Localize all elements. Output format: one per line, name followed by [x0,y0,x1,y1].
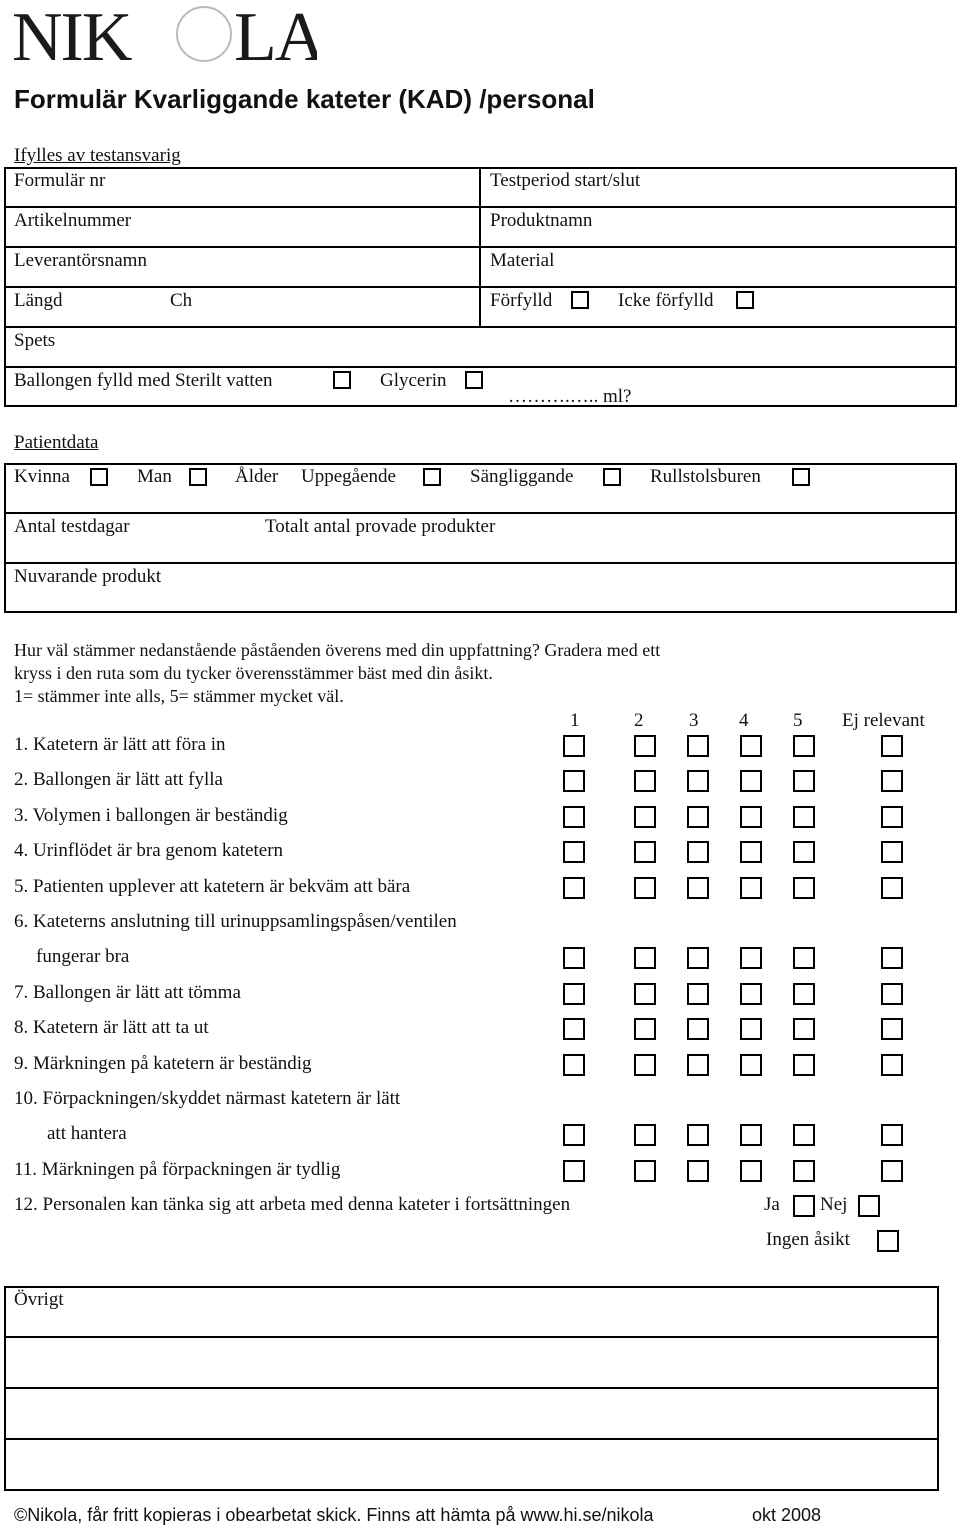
material-field[interactable]: Material [490,250,555,271]
nej-label: Nej [820,1194,848,1215]
forfylld-checkbox[interactable] [571,291,589,309]
glycerin-checkbox[interactable] [465,371,483,389]
question-11-rating-ej-relevant-checkbox[interactable] [881,1160,903,1182]
kvinna-label: Kvinna [14,466,70,487]
question-8-rating-ej-relevant-checkbox[interactable] [881,1018,903,1040]
question-8-rating-4-checkbox[interactable] [740,1018,762,1040]
logo-text-left: NIK [12,2,131,66]
scale-label-4: 4 [739,710,749,731]
footer-copyright: ©Nikola, får fritt kopieras i obearbetat skick. Finns att hämta på www.hi.se/nikola [14,1505,654,1525]
scale-label-3: 3 [689,710,699,731]
instruction-line: kryss i den ruta som du tycker överensstämmer bäst med din åsikt. [14,663,493,683]
question-6: 6. Kateterns anslutning till urinuppsamlingspåsen/ventilen [14,911,457,932]
question-6-rating-ej-relevant-checkbox[interactable] [881,947,903,969]
artikelnummer-field[interactable]: Artikelnummer [14,210,132,231]
ch-field[interactable]: Ch [170,290,193,311]
question-2-rating-ej-relevant-checkbox[interactable] [881,770,903,792]
question-1-rating-4-checkbox[interactable] [740,735,762,757]
question-4-rating-1-checkbox[interactable] [563,841,585,863]
question-6-rating-1-checkbox[interactable] [563,947,585,969]
question-5: 5. Patienten upplever att katetern är bekväm att bära [14,876,411,897]
question-2-rating-1-checkbox[interactable] [563,770,585,792]
ovrigt-line [4,1336,939,1338]
question-11: 11. Märkningen på förpackningen är tydlig [14,1159,341,1180]
question-8-rating-1-checkbox[interactable] [563,1018,585,1040]
instruction-line: 1= stämmer inte alls, 5= stämmer mycket väl. [14,686,344,706]
question-4-rating-5-checkbox[interactable] [793,841,815,863]
section1-heading: Ifylles av testansvarig [14,145,181,166]
question-1-rating-1-checkbox[interactable] [563,735,585,757]
scale-label-2: 2 [634,710,644,731]
row-divider [4,326,957,328]
question-1: 1. Katetern är lätt att föra in [14,734,226,755]
icke-forfylld-checkbox[interactable] [736,291,754,309]
question-1-rating-ej-relevant-checkbox[interactable] [881,735,903,757]
sterilt-vatten-checkbox[interactable] [333,371,351,389]
row-divider [4,366,957,368]
question-10-rating-ej-relevant-checkbox[interactable] [881,1124,903,1146]
question-6-continuation: fungerar bra [36,946,130,967]
question-4-rating-3-checkbox[interactable] [687,841,709,863]
question-10-rating-2-checkbox[interactable] [634,1124,656,1146]
column-divider [479,167,481,326]
question-5-rating-ej-relevant-checkbox[interactable] [881,877,903,899]
question-3-rating-2-checkbox[interactable] [634,806,656,828]
question-3-rating-1-checkbox[interactable] [563,806,585,828]
logo [12,2,317,66]
section2-heading: Patientdata [14,432,99,453]
question-10-continuation: att hantera [47,1123,127,1144]
question-3-rating-3-checkbox[interactable] [687,806,709,828]
question-5-rating-4-checkbox[interactable] [740,877,762,899]
spets-field[interactable]: Spets [14,330,56,351]
nuvarande-produkt-field[interactable]: Nuvarande produkt [14,566,162,587]
instructions [14,639,660,708]
question-3-rating-4-checkbox[interactable] [740,806,762,828]
glycerin-label: Glycerin [380,370,447,391]
question-11-rating-1-checkbox[interactable] [563,1160,585,1182]
scale-label-ej-relevant: Ej relevant [842,710,925,731]
question-2: 2. Ballongen är lätt att fylla [14,769,223,790]
rullstolsburen-checkbox[interactable] [792,468,810,486]
question-2-rating-5-checkbox[interactable] [793,770,815,792]
question-7-rating-ej-relevant-checkbox[interactable] [881,983,903,1005]
footer-date: okt 2008 [752,1505,822,1525]
question-3: 3. Volymen i ballongen är beständig [14,805,288,826]
question-9-rating-2-checkbox[interactable] [634,1054,656,1076]
question-11-rating-2-checkbox[interactable] [634,1160,656,1182]
ingen-asikt-checkbox[interactable] [877,1230,899,1252]
question-7-rating-2-checkbox[interactable] [634,983,656,1005]
question-1-rating-3-checkbox[interactable] [687,735,709,757]
question-10-rating-3-checkbox[interactable] [687,1124,709,1146]
rullstolsburen-label: Rullstolsburen [650,466,761,487]
question-4-rating-4-checkbox[interactable] [740,841,762,863]
question-9-rating-1-checkbox[interactable] [563,1054,585,1076]
ml-field[interactable]: ……….….. ml? [508,386,632,407]
question-7-rating-5-checkbox[interactable] [793,983,815,1005]
question-9: 9. Märkningen på katetern är beständig [14,1053,312,1074]
question-10-rating-4-checkbox[interactable] [740,1124,762,1146]
instruction-line: Hur väl stämmer nedanstående påståenden överens med din uppfattning? Gradera med ett [14,640,661,660]
sangliggande-checkbox[interactable] [603,468,621,486]
logo-o-icon [177,7,231,61]
antal-testdagar-field[interactable]: Antal testdagar [14,516,130,537]
uppegaende-checkbox[interactable] [423,468,441,486]
question-4-rating-2-checkbox[interactable] [634,841,656,863]
formular-nr-field[interactable]: Formulär nr [14,170,106,191]
question-4: 4. Urinflödet är bra genom katetern [14,840,284,861]
question-6-rating-3-checkbox[interactable] [687,947,709,969]
man-checkbox[interactable] [189,468,207,486]
alder-field[interactable]: Ålder [235,466,279,487]
man-label: Man [137,466,172,487]
question-2-rating-3-checkbox[interactable] [687,770,709,792]
question-8-rating-2-checkbox[interactable] [634,1018,656,1040]
question-5-rating-3-checkbox[interactable] [687,877,709,899]
sangliggande-label: Sängliggande [470,466,574,487]
question-9-rating-4-checkbox[interactable] [740,1054,762,1076]
question-3-rating-5-checkbox[interactable] [793,806,815,828]
question-10: 10. Förpackningen/skyddet närmast katetern är lätt [14,1088,401,1109]
question-5-rating-5-checkbox[interactable] [793,877,815,899]
question-6-rating-2-checkbox[interactable] [634,947,656,969]
question-4-rating-ej-relevant-checkbox[interactable] [881,841,903,863]
scale-label-5: 5 [793,710,803,731]
question-7: 7. Ballongen är lätt att tömma [14,982,241,1003]
nej-checkbox[interactable] [858,1195,880,1217]
question-9-rating-5-checkbox[interactable] [793,1054,815,1076]
question-8-rating-3-checkbox[interactable] [687,1018,709,1040]
question-7-rating-3-checkbox[interactable] [687,983,709,1005]
question-3-rating-ej-relevant-checkbox[interactable] [881,806,903,828]
question-1-rating-5-checkbox[interactable] [793,735,815,757]
scale-label-1: 1 [570,710,580,731]
forfylld-label: Förfylld [490,290,553,311]
uppegaende-label: Uppegående [301,466,396,487]
question-2-rating-4-checkbox[interactable] [740,770,762,792]
ovrigt-label: Övrigt [14,1289,64,1310]
question-7-rating-4-checkbox[interactable] [740,983,762,1005]
row-divider [4,562,957,564]
icke-forfylld-label: Icke förfylld [618,290,714,311]
ja-label: Ja [764,1194,780,1215]
testperiod-field[interactable]: Testperiod start/slut [490,170,641,191]
ovrigt-line [4,1438,939,1440]
leverantorsnamn-field[interactable]: Leverantörsnamn [14,250,147,271]
ja-checkbox[interactable] [793,1195,815,1217]
question-7-rating-1-checkbox[interactable] [563,983,585,1005]
question-9-rating-3-checkbox[interactable] [687,1054,709,1076]
question-2-rating-2-checkbox[interactable] [634,770,656,792]
question-11-rating-3-checkbox[interactable] [687,1160,709,1182]
question-5-rating-1-checkbox[interactable] [563,877,585,899]
question-5-rating-2-checkbox[interactable] [634,877,656,899]
question-9-rating-ej-relevant-checkbox[interactable] [881,1054,903,1076]
ballongen-label: Ballongen fylld med Sterilt vatten [14,370,273,391]
produktnamn-field[interactable]: Produktnamn [490,210,593,231]
question-6-rating-5-checkbox[interactable] [793,947,815,969]
question-10-rating-1-checkbox[interactable] [563,1124,585,1146]
question-8-rating-5-checkbox[interactable] [793,1018,815,1040]
totalt-antal-field[interactable]: Totalt antal provade produkter [265,516,496,537]
row-divider [4,512,957,514]
question-11-rating-4-checkbox[interactable] [740,1160,762,1182]
kvinna-checkbox[interactable] [90,468,108,486]
langd-field[interactable]: Längd [14,290,63,311]
ovrigt-line [4,1387,939,1389]
logo-text-right: LA [234,2,317,66]
question-1-rating-2-checkbox[interactable] [634,735,656,757]
question-6-rating-4-checkbox[interactable] [740,947,762,969]
page-title: Formulär Kvarliggande kateter (KAD) /personal [14,84,595,114]
question-10-rating-5-checkbox[interactable] [793,1124,815,1146]
question-12: 12. Personalen kan tänka sig att arbeta med denna kateter i fortsättningen [14,1194,571,1215]
question-11-rating-5-checkbox[interactable] [793,1160,815,1182]
ingen-asikt-label: Ingen åsikt [766,1229,850,1250]
question-8: 8. Katetern är lätt att ta ut [14,1017,209,1038]
